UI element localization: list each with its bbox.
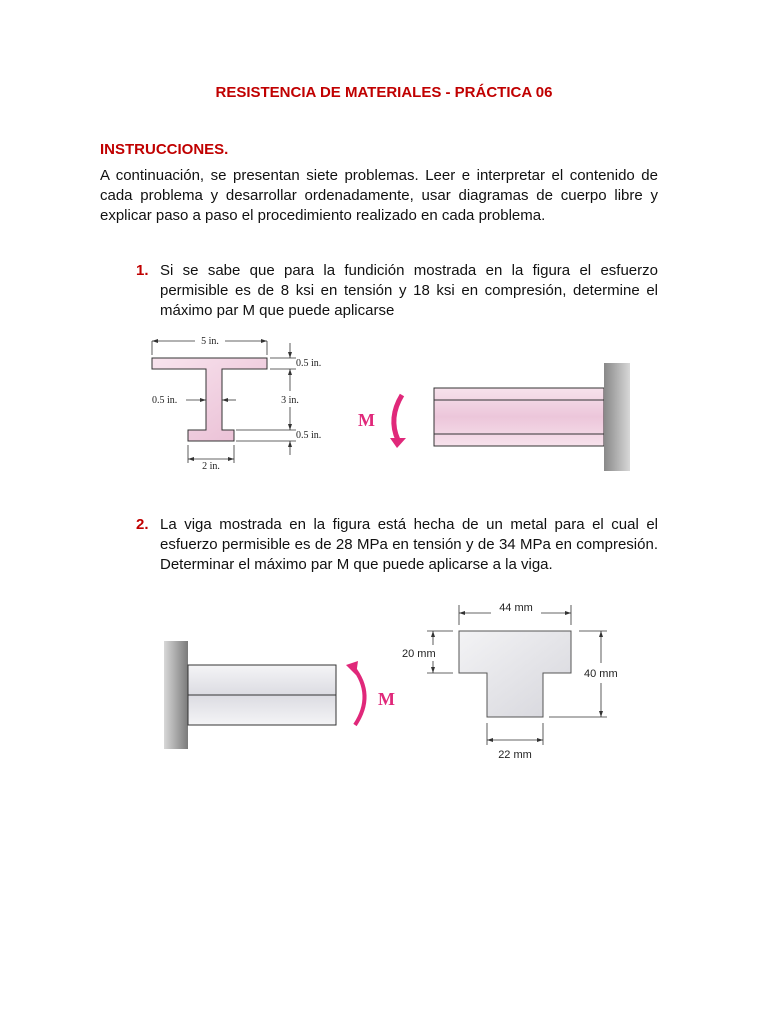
page-title: RESISTENCIA DE MATERIALES - PRÁCTICA 06 [215,84,553,101]
moment-label-1: M [358,410,375,430]
t-section-shape [459,631,571,717]
dim-t-flange-depth: 20 mm [402,648,436,660]
beam-1 [434,388,604,446]
moment-arrow-2 [353,667,365,725]
dim-t-total-height: 40 mm [584,668,618,680]
dim-flange-top: 0.5 in. [296,358,322,369]
instructions-text: A continuación, se presentan siete problemas. Leer e interpretar el contenido de cada problema y desarrollar ordenadamente, usar diagramas de cuerpo libre y explicar paso a paso el procedimiento realizado en cada problema. [100,167,658,224]
figure-1-cross-section [140,325,340,475]
moment-label-2: M [378,689,395,709]
figure-2-beam [160,635,410,755]
moment-arrow-1 [394,395,402,440]
figure-1-beam [350,360,640,475]
dim-t-top-width: 44 mm [499,602,533,614]
problem-2-text: La viga mostrada en la figura está hecha de un metal para el cual el esfuerzo permisible es de 28 MPa en tensión y de 34 MPa en compresión. Determinar el máximo par M que puede aplicarse a la viga. [160,516,658,573]
dim-web-thickness: 0.5 in. [152,395,178,406]
instructions-heading: INSTRUCCIONES. [100,141,229,158]
dim-bottom-width: 2 in. [202,461,220,472]
dim-web-height: 3 in. [281,395,299,406]
dim-t-stem-width: 22 mm [498,749,532,761]
dim-flange-bottom: 0.5 in. [296,430,322,441]
problem-1-number: 1. [136,262,149,279]
problem-2-number: 2. [136,516,149,533]
figure-2-cross-section [395,595,635,765]
dim-top-width: 5 in. [201,336,219,347]
wall-1 [604,363,630,471]
wall-2 [164,641,188,749]
problem-1-text: Si se sabe que para la fundición mostrada en la figura el esfuerzo permisible es de 8 ksi en tensión y 18 ksi en compresión, determine el máximo par M que puede aplicarse [160,262,658,319]
